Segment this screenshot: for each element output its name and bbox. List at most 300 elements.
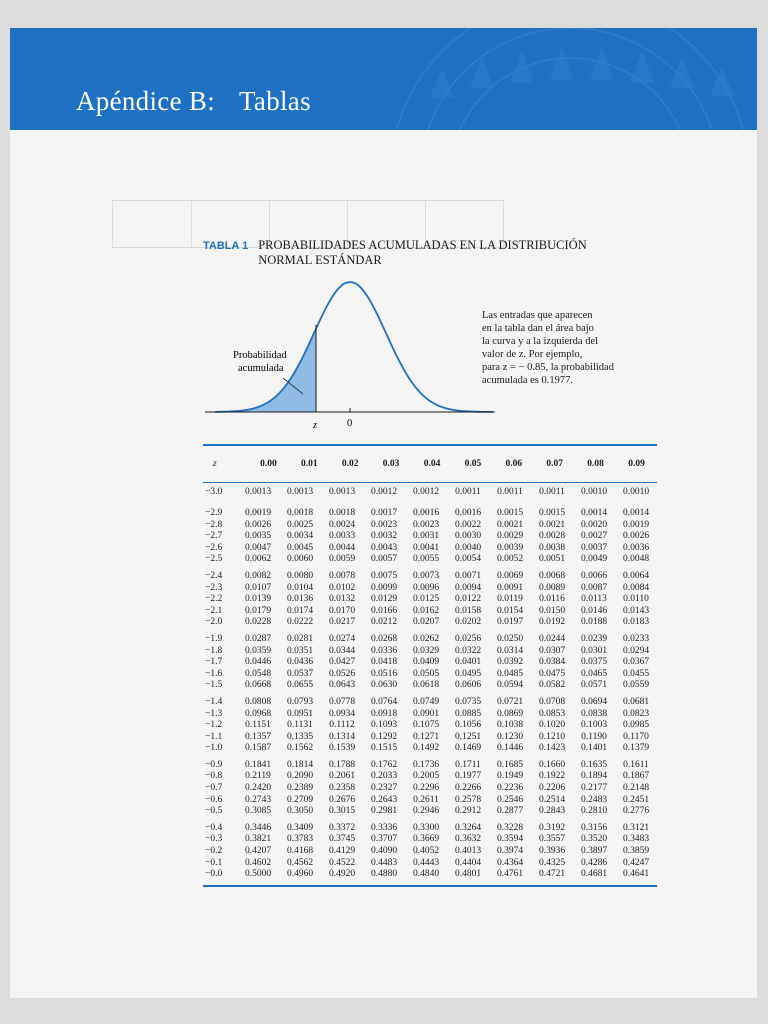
probability-cell: 0.4404 — [454, 857, 482, 868]
probability-cell: 0.2514 — [538, 794, 566, 805]
probability-cell: 0.0571 — [580, 680, 608, 691]
probability-cell: 0.0548 — [244, 668, 272, 679]
probability-cell: 0.1446 — [496, 743, 524, 754]
z-value-cell: −0.3 — [205, 834, 223, 845]
probability-cell: 0.0051 — [538, 554, 566, 565]
probability-cell: 0.4090 — [370, 846, 398, 857]
probability-cell: 0.0017 — [370, 508, 398, 518]
probability-cell: 0.0062 — [244, 554, 272, 565]
probability-cell: 0.1977 — [454, 771, 482, 782]
probability-cell: 0.1841 — [244, 759, 272, 770]
table-row — [203, 629, 657, 646]
probability-cell: 0.0985 — [622, 720, 650, 731]
probability-cell: 0.0028 — [538, 531, 566, 542]
probability-cell: 0.0011 — [455, 487, 481, 498]
z-value-cell: −2.5 — [205, 554, 223, 565]
column-header: 0.05 — [464, 459, 482, 469]
probability-cell: 0.0455 — [622, 668, 650, 679]
probability-cell: 0.3783 — [286, 834, 314, 845]
probability-cell: 0.0401 — [454, 657, 482, 668]
probability-cell: 0.0032 — [370, 531, 398, 542]
z-value-cell: −0.6 — [205, 794, 223, 805]
table-row — [203, 646, 657, 658]
probability-cell: 0.0025 — [286, 519, 314, 530]
probability-cell: 0.0823 — [622, 708, 650, 719]
table-title-line-2: NORMAL ESTÁNDAR — [258, 253, 382, 267]
z-value-cell: −1.0 — [205, 743, 223, 754]
probability-cell: 0.2061 — [328, 771, 356, 782]
table-row — [203, 709, 657, 721]
probability-cell: 0.1056 — [454, 720, 482, 731]
probability-cell: 0.4168 — [286, 846, 314, 857]
table-row — [203, 858, 657, 870]
probability-cell: 0.0129 — [370, 594, 398, 605]
probability-cell: 0.3557 — [538, 834, 566, 845]
table-row — [203, 543, 657, 555]
probability-cell: 0.0019 — [622, 519, 650, 530]
probability-cell: 0.4880 — [370, 869, 398, 880]
probability-cell: 0.0934 — [328, 708, 356, 719]
column-header: 0.07 — [546, 459, 563, 469]
table-row — [203, 692, 657, 709]
z-value-cell: −2.8 — [205, 519, 223, 530]
probability-cell: 0.0212 — [370, 617, 398, 628]
probability-cell: 0.0222 — [286, 617, 314, 628]
probability-cell: 0.0116 — [539, 594, 565, 605]
probability-cell: 0.0013 — [328, 487, 356, 498]
probability-cell: 0.4483 — [370, 857, 398, 868]
probability-cell: 0.0256 — [454, 633, 482, 644]
z-value-cell: −1.1 — [205, 731, 223, 742]
probability-cell: 0.4721 — [538, 869, 566, 880]
probability-cell: 0.0158 — [454, 605, 482, 616]
probability-cell: 0.1949 — [496, 771, 524, 782]
probability-cell: 0.0485 — [496, 668, 524, 679]
probability-cell: 0.0069 — [496, 570, 524, 581]
probability-cell: 0.2266 — [454, 783, 482, 794]
probability-cell: 0.0392 — [496, 657, 524, 668]
probability-cell: 0.2236 — [496, 783, 524, 794]
probability-cell: 0.0041 — [412, 542, 440, 553]
probability-cell: 0.3520 — [580, 834, 608, 845]
probability-cell: 0.0301 — [580, 645, 608, 656]
probability-cell: 0.0136 — [286, 594, 314, 605]
probability-cell: 0.1003 — [580, 720, 608, 731]
table-row — [203, 483, 657, 503]
probability-cell: 0.1814 — [286, 759, 314, 770]
probability-cell: 0.0113 — [581, 594, 607, 605]
zero-axis-label: 0 — [347, 418, 353, 429]
probability-cell: 0.0039 — [496, 542, 524, 553]
probability-cell: 0.0885 — [454, 708, 482, 719]
annotation-line: acumulada es 0.1977. — [482, 375, 573, 386]
probability-cell: 0.0015 — [538, 508, 566, 518]
probability-cell: 0.0023 — [412, 519, 440, 530]
probability-cell: 0.0139 — [244, 594, 272, 605]
probability-cell: 0.0793 — [286, 696, 314, 707]
probability-cell: 0.2843 — [538, 806, 566, 817]
probability-cell: 0.0016 — [454, 508, 482, 518]
probability-cell: 0.0110 — [623, 594, 649, 605]
probability-cell: 0.0239 — [580, 633, 608, 644]
probability-cell: 0.0011 — [497, 487, 523, 498]
probability-cell: 0.2578 — [454, 794, 482, 805]
z-value-cell: −1.2 — [205, 720, 223, 731]
probability-cell: 0.3745 — [328, 834, 356, 845]
probability-cell: 0.0073 — [412, 570, 440, 581]
probability-cell: 0.0035 — [244, 531, 272, 542]
table-heading — [203, 238, 603, 268]
probability-cell: 0.3446 — [244, 822, 272, 833]
probability-cell: 0.0082 — [244, 570, 272, 581]
probability-cell: 0.1736 — [412, 759, 440, 770]
probability-cell: 0.0014 — [622, 508, 650, 518]
probability-cell: 0.3483 — [622, 834, 650, 845]
probability-cell: 0.1379 — [622, 743, 650, 754]
probability-cell: 0.2981 — [370, 806, 398, 817]
figure-annotation — [482, 309, 632, 387]
probability-cell: 0.4052 — [412, 846, 440, 857]
probability-cell: 0.0901 — [412, 708, 440, 719]
z-value-cell: −0.8 — [205, 771, 223, 782]
probability-cell: 0.0036 — [622, 542, 650, 553]
probability-cell: 0.4840 — [412, 869, 440, 880]
probability-cell: 0.0091 — [496, 582, 524, 593]
table-row — [203, 771, 657, 783]
probability-cell: 0.0049 — [580, 554, 608, 565]
probability-cell: 0.0778 — [328, 696, 356, 707]
probability-cell: 0.0329 — [412, 645, 440, 656]
probability-cell: 0.0044 — [328, 542, 356, 553]
probability-cell: 0.0475 — [538, 668, 566, 679]
probability-cell: 0.0668 — [244, 680, 272, 691]
probability-cell: 0.2296 — [412, 783, 440, 794]
probability-cell: 0.0075 — [370, 570, 398, 581]
probability-cell: 0.1251 — [454, 731, 482, 742]
z-value-cell: −1.7 — [205, 657, 223, 668]
probability-cell: 0.2810 — [580, 806, 608, 817]
table-header-row — [203, 446, 657, 482]
probability-cell: 0.0021 — [538, 519, 566, 530]
probability-cell: 0.0089 — [538, 582, 566, 593]
probability-cell: 0.4761 — [496, 869, 524, 880]
annotation-line: la curva y a la izquierda del — [482, 336, 599, 347]
probability-cell: 0.3156 — [580, 822, 608, 833]
probability-cell: 0.3121 — [622, 822, 650, 833]
probability-cell: 0.0150 — [538, 605, 566, 616]
z-table-body — [203, 483, 657, 881]
probability-cell: 0.0132 — [328, 594, 356, 605]
probability-cell: 0.0043 — [370, 542, 398, 553]
probability-cell: 0.0029 — [496, 531, 524, 542]
probability-cell: 0.0630 — [370, 680, 398, 691]
probability-cell: 0.0010 — [580, 487, 608, 498]
table-row — [203, 503, 657, 520]
probability-cell: 0.1020 — [538, 720, 566, 731]
probability-cell: 0.1492 — [412, 743, 440, 754]
table-number: TABLA 1 — [203, 240, 249, 252]
probability-cell: 0.0307 — [538, 645, 566, 656]
probability-cell: 0.0037 — [580, 542, 608, 553]
table-row — [203, 594, 657, 606]
probability-cell: 0.0233 — [622, 633, 650, 644]
z-value-cell: −0.4 — [205, 822, 223, 833]
probability-cell: 0.0228 — [244, 617, 272, 628]
probability-cell: 0.1210 — [538, 731, 566, 742]
probability-cell: 0.1292 — [370, 731, 398, 742]
probability-cell: 0.0694 — [580, 696, 608, 707]
table-row — [203, 869, 657, 881]
z-axis-label: z — [313, 420, 318, 431]
probability-table — [203, 444, 657, 887]
probability-cell: 0.1611 — [623, 759, 649, 770]
probability-cell: 0.3228 — [496, 822, 524, 833]
probability-cell: 0.0968 — [244, 708, 272, 719]
probability-cell: 0.0013 — [286, 487, 314, 498]
probability-cell: 0.0244 — [538, 633, 566, 644]
probability-cell: 0.1112 — [329, 720, 355, 731]
probability-cell: 0.0057 — [370, 554, 398, 565]
probability-cell: 0.1038 — [496, 720, 524, 731]
probability-cell: 0.0853 — [538, 708, 566, 719]
probability-cell: 0.1271 — [412, 731, 440, 742]
probability-cell: 0.0094 — [454, 582, 482, 593]
probability-cell: 0.1190 — [581, 731, 607, 742]
table-bottom-rule — [203, 885, 657, 887]
probability-cell: 0.0023 — [370, 519, 398, 530]
probability-cell: 0.0197 — [496, 617, 524, 628]
probability-cell: 0.1587 — [244, 743, 272, 754]
probability-cell: 0.0026 — [244, 519, 272, 530]
probability-cell: 0.0033 — [328, 531, 356, 542]
probability-cell: 0.0336 — [370, 645, 398, 656]
probability-cell: 0.0068 — [538, 570, 566, 581]
probability-cell: 0.0764 — [370, 696, 398, 707]
shaded-label-line-2: acumulada — [238, 363, 284, 374]
probability-cell: 0.1539 — [328, 743, 356, 754]
probability-cell: 0.0020 — [580, 519, 608, 530]
probability-cell: 0.5000 — [244, 869, 272, 880]
probability-cell: 0.3859 — [622, 846, 650, 857]
probability-cell: 0.0202 — [454, 617, 482, 628]
table-title — [258, 238, 598, 268]
table-row — [203, 554, 657, 566]
probability-cell: 0.0838 — [580, 708, 608, 719]
table-title-line-1: PROBABILIDADES ACUMULADAS EN LA DISTRIBUCIÓN — [258, 238, 587, 252]
probability-cell: 0.4681 — [580, 869, 608, 880]
probability-cell: 0.3192 — [538, 822, 566, 833]
probability-cell: 0.3669 — [412, 834, 440, 845]
table-row — [203, 783, 657, 795]
table-row — [203, 669, 657, 681]
probability-cell: 0.0018 — [286, 508, 314, 518]
probability-cell: 0.1093 — [370, 720, 398, 731]
probability-cell: 0.1660 — [538, 759, 566, 770]
probability-cell: 0.0019 — [244, 508, 272, 518]
probability-cell: 0.4013 — [454, 846, 482, 857]
probability-cell: 0.0059 — [328, 554, 356, 565]
probability-cell: 0.0031 — [412, 531, 440, 542]
probability-cell: 0.4247 — [622, 857, 650, 868]
probability-cell: 0.2090 — [286, 771, 314, 782]
table-row — [203, 834, 657, 846]
probability-cell: 0.0104 — [286, 582, 314, 593]
probability-cell: 0.3707 — [370, 834, 398, 845]
table-row — [203, 566, 657, 583]
probability-cell: 0.0537 — [286, 668, 314, 679]
z-value-cell: −0.9 — [205, 759, 223, 770]
probability-cell: 0.0344 — [328, 645, 356, 656]
probability-cell: 0.2358 — [328, 783, 356, 794]
probability-cell: 0.0012 — [412, 487, 440, 498]
z-value-cell: −1.8 — [205, 645, 223, 656]
z-value-cell: −2.0 — [205, 617, 223, 628]
probability-cell: 0.2912 — [454, 806, 482, 817]
column-header: 0.01 — [301, 459, 318, 469]
probability-cell: 0.0192 — [538, 617, 566, 628]
probability-cell: 0.0681 — [622, 696, 650, 707]
table-row — [203, 755, 657, 772]
table-row — [203, 743, 657, 755]
probability-cell: 0.0024 — [328, 519, 356, 530]
probability-cell: 0.2611 — [413, 794, 439, 805]
probability-cell: 0.0102 — [328, 582, 356, 593]
z-value-cell: −0.1 — [205, 857, 223, 868]
probability-cell: 0.0436 — [286, 657, 314, 668]
probability-cell: 0.0174 — [286, 605, 314, 616]
probability-cell: 0.0618 — [412, 680, 440, 691]
appendix-label: Apéndice B: — [76, 86, 216, 116]
probability-cell: 0.0047 — [244, 542, 272, 553]
probability-cell: 0.0026 — [622, 531, 650, 542]
probability-cell: 0.4641 — [622, 869, 650, 880]
z-value-cell: −2.2 — [205, 594, 223, 605]
probability-cell: 0.2005 — [412, 771, 440, 782]
probability-cell: 0.4364 — [496, 857, 524, 868]
probability-cell: 0.2483 — [580, 794, 608, 805]
probability-cell: 0.0359 — [244, 645, 272, 656]
probability-cell: 0.3300 — [412, 822, 440, 833]
probability-cell: 0.0040 — [454, 542, 482, 553]
probability-cell: 0.0030 — [454, 531, 482, 542]
probability-cell: 0.2776 — [622, 806, 650, 817]
probability-cell: 0.1562 — [286, 743, 314, 754]
probability-cell: 0.0808 — [244, 696, 272, 707]
probability-cell: 0.0066 — [580, 570, 608, 581]
probability-cell: 0.1867 — [622, 771, 650, 782]
probability-cell: 0.0064 — [622, 570, 650, 581]
probability-cell: 0.2177 — [580, 783, 608, 794]
column-header: 0.00 — [260, 459, 277, 469]
probability-cell: 0.0162 — [412, 605, 440, 616]
probability-cell: 0.1515 — [370, 743, 398, 754]
table-row — [203, 617, 657, 629]
probability-cell: 0.3594 — [496, 834, 524, 845]
probability-cell: 0.0170 — [328, 605, 356, 616]
probability-cell: 0.3936 — [538, 846, 566, 857]
z-value-cell: −2.4 — [205, 570, 223, 581]
probability-cell: 0.4286 — [580, 857, 608, 868]
probability-cell: 0.3050 — [286, 806, 314, 817]
probability-cell: 0.0015 — [496, 508, 524, 518]
table-row — [203, 806, 657, 818]
probability-cell: 0.1635 — [580, 759, 608, 770]
probability-cell: 0.0078 — [328, 570, 356, 581]
probability-cell: 0.3372 — [328, 822, 356, 833]
probability-cell: 0.1230 — [496, 731, 524, 742]
probability-cell: 0.0594 — [496, 680, 524, 691]
probability-cell: 0.0314 — [496, 645, 524, 656]
probability-cell: 0.0154 — [496, 605, 524, 616]
probability-cell: 0.0122 — [454, 594, 482, 605]
probability-cell: 0.1401 — [580, 743, 608, 754]
probability-cell: 0.0446 — [244, 657, 272, 668]
probability-cell: 0.4443 — [412, 857, 440, 868]
probability-cell: 0.2709 — [286, 794, 314, 805]
probability-cell: 0.0099 — [370, 582, 398, 593]
table-row — [203, 680, 657, 692]
probability-cell: 0.4801 — [454, 869, 482, 880]
probability-cell: 0.0071 — [454, 570, 482, 581]
probability-cell: 0.0708 — [538, 696, 566, 707]
table-row — [203, 795, 657, 807]
probability-cell: 0.2206 — [538, 783, 566, 794]
annotation-line: para z = − 0.85, la probabilidad — [482, 362, 614, 373]
column-header: 0.03 — [382, 459, 400, 469]
probability-cell: 0.0045 — [286, 542, 314, 553]
probability-cell: 0.0217 — [328, 617, 356, 628]
annotation-line: valor de z. Por ejemplo, — [482, 349, 583, 360]
probability-cell: 0.4960 — [286, 869, 314, 880]
annotation-line: Las entradas que aparecen — [482, 310, 593, 321]
probability-cell: 0.1314 — [328, 731, 356, 742]
table-row — [203, 531, 657, 543]
probability-cell: 0.0146 — [580, 605, 608, 616]
probability-cell: 0.1788 — [328, 759, 356, 770]
probability-cell: 0.3632 — [454, 834, 482, 845]
probability-cell: 0.0087 — [580, 582, 608, 593]
probability-cell: 0.2877 — [496, 806, 524, 817]
probability-cell: 0.0643 — [328, 680, 356, 691]
probability-cell: 0.0048 — [622, 554, 650, 565]
probability-cell: 0.2148 — [622, 783, 650, 794]
probability-cell: 0.0294 — [622, 645, 650, 656]
probability-cell: 0.0655 — [286, 680, 314, 691]
probability-cell: 0.0281 — [286, 633, 314, 644]
z-column-header: z — [213, 459, 217, 469]
probability-cell: 0.0516 — [370, 668, 398, 679]
probability-cell: 0.3821 — [244, 834, 272, 845]
probability-cell: 0.0188 — [580, 617, 608, 628]
appendix-title — [76, 86, 311, 117]
table-row — [203, 846, 657, 858]
probability-cell: 0.1075 — [412, 720, 440, 731]
probability-cell: 0.0582 — [538, 680, 566, 691]
probability-cell: 0.3085 — [244, 806, 272, 817]
z-value-cell: −2.7 — [205, 531, 223, 542]
probability-cell: 0.0418 — [370, 657, 398, 668]
probability-cell: 0.0014 — [580, 508, 608, 518]
probability-cell: 0.2119 — [245, 771, 271, 782]
probability-cell: 0.2451 — [622, 794, 650, 805]
z-value-cell: −1.5 — [205, 680, 223, 691]
probability-cell: 0.0038 — [538, 542, 566, 553]
probability-cell: 0.3897 — [580, 846, 608, 857]
table-row — [203, 520, 657, 532]
probability-cell: 0.0207 — [412, 617, 440, 628]
probability-cell: 0.2546 — [496, 794, 524, 805]
z-value-cell: −2.3 — [205, 582, 223, 593]
